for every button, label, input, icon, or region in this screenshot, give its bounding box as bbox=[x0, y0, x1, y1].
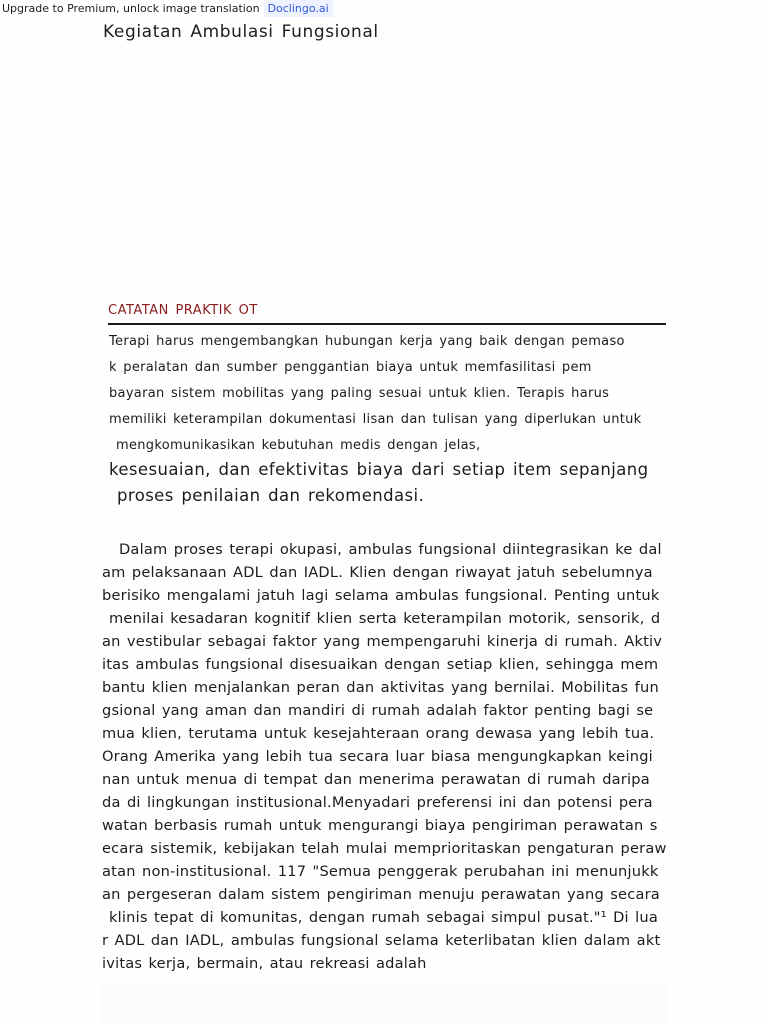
practice-note-line: mengkomunikasikan kebutuhan medis dengan jelas, bbox=[116, 438, 481, 453]
practice-note-heading: CATATAN PRAKTIK OT bbox=[108, 303, 258, 318]
body-line: atan non-institusional. 117 "Semua penggerak perubahan ini menunjukk bbox=[102, 863, 659, 880]
body-line: nan untuk menua di tempat dan menerima perawatan di rumah daripa bbox=[102, 771, 650, 788]
body-line: mua klien, terutama untuk kesejahteraan orang dewasa yang lebih tua. bbox=[102, 725, 655, 742]
body-line: gsional yang aman dan mandiri di rumah adalah faktor penting bagi se bbox=[102, 702, 654, 719]
practice-note-line: bayaran sistem mobilitas yang paling sesuai untuk klien. Terapis harus bbox=[109, 386, 610, 401]
body-line: ecara sistemik, kebijakan telah mulai memprioritaskan pengaturan peraw bbox=[102, 840, 667, 857]
body-line: menilai kesadaran kognitif klien serta keterampilan motorik, sensorik, d bbox=[109, 610, 661, 627]
practice-note-line: memiliki keterampilan dokumentasi lisan dan tulisan yang diperlukan untuk bbox=[109, 412, 642, 427]
body-line: klinis tepat di komunitas, dengan rumah sebagai simpul pusat."¹ Di lua bbox=[109, 909, 658, 926]
page-footer-area bbox=[100, 985, 668, 1024]
body-line: am pelaksanaan ADL dan IADL. Klien dengan riwayat jatuh sebelumnya bbox=[102, 564, 653, 581]
practice-note-line: kesesuaian, dan efektivitas biaya dari setiap item sepanjang bbox=[109, 460, 649, 479]
practice-note-line: k peralatan dan sumber penggantian biaya untuk memfasilitasi pem bbox=[109, 360, 592, 375]
body-line: da di lingkungan institusional.Menyadari preferensi ini dan potensi pera bbox=[102, 794, 653, 811]
body-line: r ADL dan IADL, ambulas fungsional selama keterlibatan klien dalam akt bbox=[102, 932, 661, 949]
practice-note-divider bbox=[108, 323, 666, 325]
page-title: Kegiatan Ambulasi Fungsional bbox=[103, 22, 379, 42]
upgrade-banner-text: Upgrade to Premium, unlock image translation bbox=[2, 2, 260, 15]
upgrade-banner bbox=[0, 0, 333, 17]
body-line: an pergeseran dalam sistem pengiriman menuju perawatan yang secara bbox=[102, 886, 660, 903]
body-line: an vestibular sebagai faktor yang mempengaruhi kinerja di rumah. Aktiv bbox=[102, 633, 663, 650]
body-line: Dalam proses terapi okupasi, ambulas fungsional diintegrasikan ke dal bbox=[119, 541, 662, 558]
body-line: Orang Amerika yang lebih tua secara luar biasa mengungkapkan keingi bbox=[102, 748, 653, 765]
doclingo-link[interactable]: Doclingo.ai bbox=[264, 0, 333, 17]
body-line: itas ambulas fungsional disesuaikan dengan setiap klien, sehingga mem bbox=[102, 656, 659, 673]
practice-note-line: proses penilaian dan rekomendasi. bbox=[117, 486, 425, 505]
practice-note bbox=[108, 300, 666, 325]
body-line: watan berbasis rumah untuk mengurangi biaya pengiriman perawatan s bbox=[102, 817, 658, 834]
body-line: berisiko mengalami jatuh lagi selama ambulas fungsional. Penting untuk bbox=[102, 587, 660, 604]
body-line: bantu klien menjalankan peran dan aktivitas yang bernilai. Mobilitas fun bbox=[102, 679, 659, 696]
practice-note-line: Terapi harus mengembangkan hubungan kerja yang baik dengan pemaso bbox=[109, 334, 625, 349]
body-line: ivitas kerja, bermain, atau rekreasi adalah bbox=[102, 955, 427, 972]
